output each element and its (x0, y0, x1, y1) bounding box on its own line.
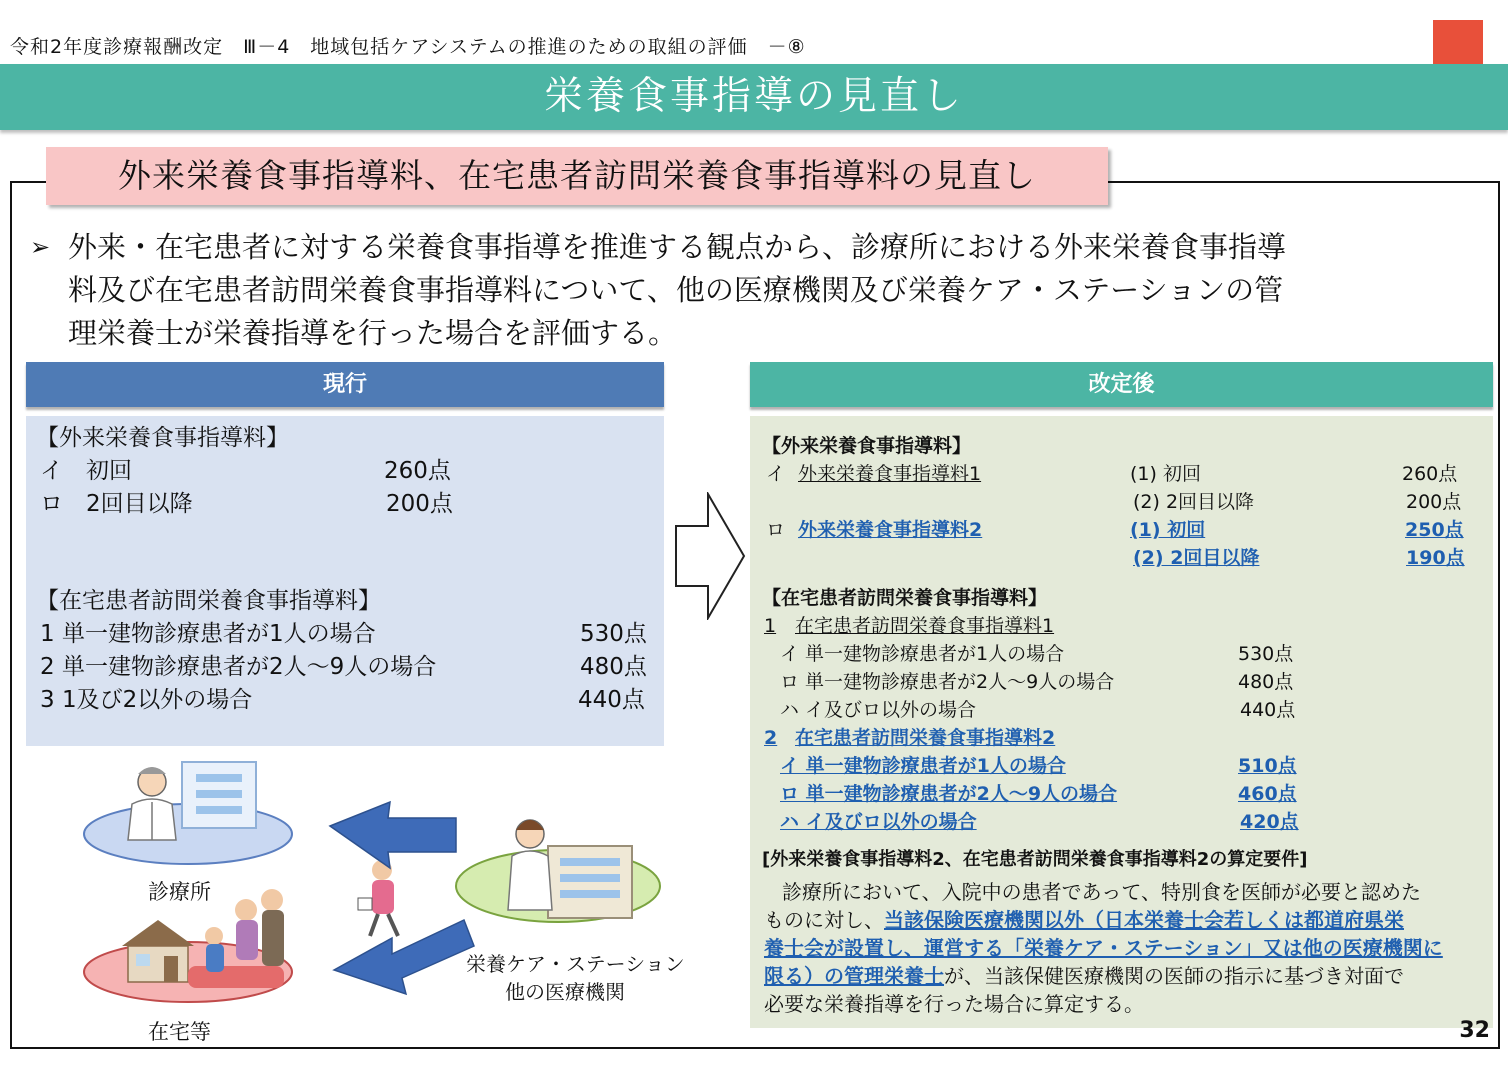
intro-line: 料及び在宅患者訪問栄養食事指導料について、他の医療機関及び栄養ケア・ステーションの管 (68, 273, 1284, 307)
current-home-item-label: 1 単一建物診療患者が1人の場合 (40, 621, 376, 647)
home2-row-label: イ 単一建物診療患者が1人の場合 (780, 755, 1066, 777)
current-outpatient-item-points: 200点 (386, 491, 453, 517)
home1-num: 1 (764, 615, 777, 637)
current-home-item-points: 530点 (580, 621, 647, 647)
dietitian-icon (508, 820, 552, 910)
clinic-label: 診療所 (148, 880, 211, 904)
home1-row-points: 440点 (1240, 699, 1296, 721)
other-institution-label: 他の医療機関 (505, 980, 625, 1004)
doctor-icon (128, 767, 176, 840)
req-line: 必要な栄養指導を行った場合に算定する。 (764, 992, 1144, 1016)
current-outpatient-item-points: 260点 (384, 458, 451, 484)
fee2-row-label: (1) 初回 (1130, 519, 1206, 541)
current-home-item-label: 3 1及び2以外の場合 (40, 687, 253, 713)
fee1-row-label: (1) 初回 (1130, 463, 1201, 485)
home1-row-points: 480点 (1238, 671, 1294, 693)
req-link-text: 当該保険医療機関以外（日本栄養士会若しくは都道府県栄 (884, 908, 1404, 932)
fee1-row-label: (2) 2回目以降 (1133, 491, 1255, 513)
req-text: が、当該保健医療機関の医師の指示に基づき対面で (944, 964, 1404, 988)
current-home-item-label: 2 単一建物診療患者が2人～9人の場合 (40, 654, 437, 680)
current-heading: 現行 (26, 362, 664, 407)
home2-num: 2 (764, 727, 778, 749)
home1-name: 在宅患者訪問栄養食事指導料1 (795, 615, 1055, 637)
current-outpatient-item-label: イ 初回 (40, 458, 132, 484)
fee1-row-points: 200点 (1406, 491, 1462, 513)
fee2-label: ロ (766, 519, 786, 541)
home1-row-points: 530点 (1238, 643, 1294, 665)
home2-row-points: 510点 (1238, 755, 1297, 777)
house-icon (122, 920, 194, 982)
fee2-row-points: 250点 (1405, 519, 1464, 541)
current-home-item-points: 440点 (578, 687, 645, 713)
intro-line: 外来・在宅患者に対する栄養食事指導を推進する観点から、診療所における外来栄養食事指導 (68, 230, 1287, 264)
left-arrow-icon (334, 920, 474, 994)
requirements-title: [外来栄養食事指導料2、在宅患者訪問栄養食事指導料2の算定要件] (762, 849, 1308, 870)
home2-row-points: 420点 (1240, 811, 1299, 833)
home2-row-label: ロ 単一建物診療患者が2人～9人の場合 (780, 783, 1118, 805)
fee1-name: 外来栄養食事指導料1 (798, 463, 982, 485)
current-home-title: 【在宅患者訪問栄養食事指導料】 (36, 588, 381, 614)
intro-line: 理栄養士が栄養指導を行った場合を評価する。 (68, 316, 678, 350)
home1-row-label: ロ 単一建物診療患者が2人～9人の場合 (780, 671, 1115, 693)
right-arrow-icon (674, 492, 746, 620)
hospital-building-icon (548, 846, 632, 918)
home2-name: 在宅患者訪問栄養食事指導料2 (795, 727, 1056, 749)
fee2-name: 外来栄養食事指導料2 (798, 519, 983, 541)
fee2-row-label: (2) 2回目以降 (1133, 547, 1260, 569)
home2-row-points: 460点 (1238, 783, 1297, 805)
station-label: 栄養ケア・ステーション (466, 952, 685, 976)
fee1-row-points: 260点 (1402, 463, 1458, 485)
home-label: 在宅等 (148, 1020, 211, 1044)
req-text: ものに対し、 (764, 908, 884, 932)
current-outpatient-item-label: ロ 2回目以降 (40, 491, 193, 517)
home1-row-label: ハ イ及びロ以外の場合 (780, 699, 977, 721)
section-title: 外来栄養食事指導料、在宅患者訪問栄養食事指導料の見直し (118, 156, 1036, 195)
home2-row-label: ハ イ及びロ以外の場合 (780, 811, 977, 833)
clinic-building-icon (182, 762, 256, 828)
revised-home-title: 【在宅患者訪問栄養食事指導料】 (762, 587, 1048, 609)
req-line (764, 962, 1484, 990)
page-number: 32 (1459, 1018, 1490, 1043)
left-arrow-icon (330, 802, 456, 868)
req-link-text: 限る）の管理栄養士 (764, 964, 944, 988)
bullet-arrow-icon: ➢ (30, 233, 51, 261)
revised-heading: 改定後 (750, 362, 1493, 407)
revised-outpatient-title: 【外来栄養食事指導料】 (762, 435, 972, 457)
current-home-item-points: 480点 (580, 654, 647, 680)
breadcrumb: 令和2年度診療報酬改定 Ⅲ－4 地域包括ケアシステムの推進のための取組の評価 －⑧ (10, 36, 806, 58)
req-line: 診療所において、入院中の患者であって、特別食を医師が必要と認めた (782, 880, 1421, 904)
fee2-row-points: 190点 (1406, 547, 1465, 569)
page-title: 栄養食事指導の見直し (543, 74, 964, 119)
home1-row-label: イ 単一建物診療患者が1人の場合 (780, 643, 1065, 665)
walking-person-icon (358, 860, 398, 936)
req-line (764, 906, 1484, 934)
current-outpatient-title: 【外来栄養食事指導料】 (36, 425, 289, 451)
req-link-text: 養士会が設置し、運営する「栄養ケア・ステーション」又は他の医療機関に (764, 936, 1443, 960)
fee1-label: イ (766, 463, 786, 485)
requirements-text (764, 878, 1484, 1018)
